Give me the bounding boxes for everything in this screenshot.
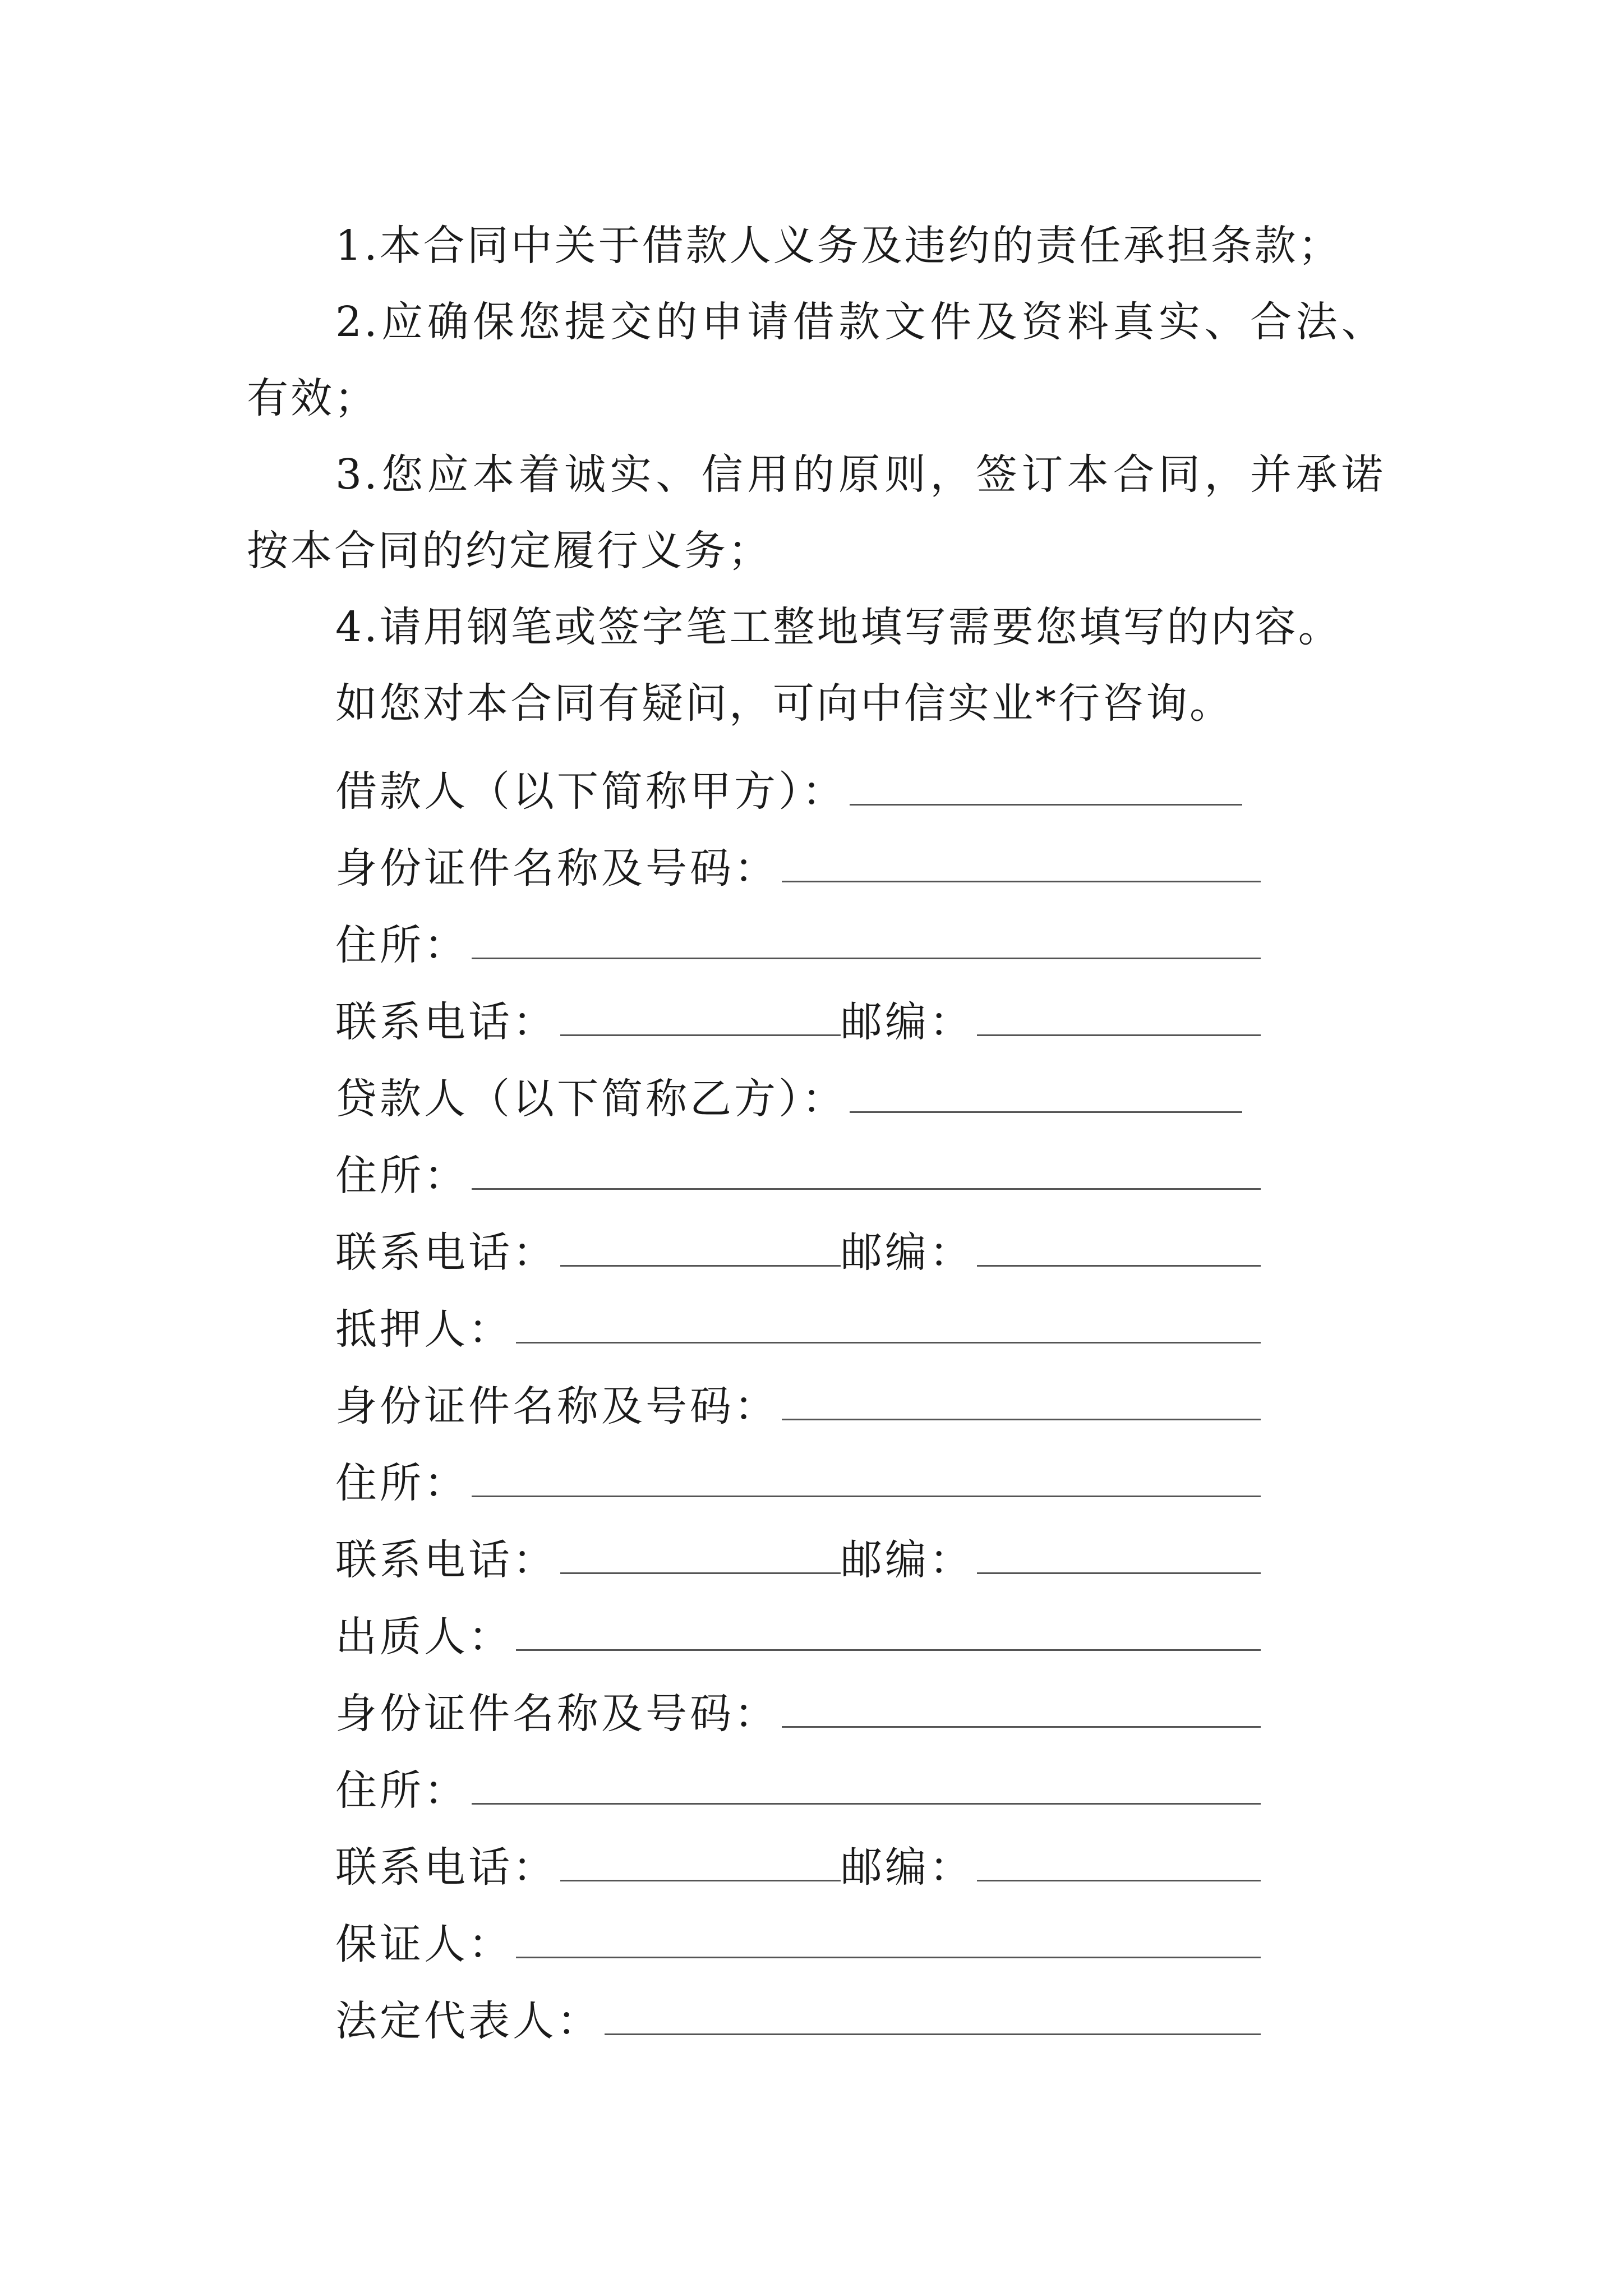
borrower-label: 借款人（以下简称甲方）：: [335, 767, 846, 816]
pledgor-field[interactable]: [516, 1616, 1261, 1651]
mortgagor-address-label: 住所：: [335, 1458, 468, 1507]
mortgagor-zip-label: 邮编：: [841, 1535, 974, 1584]
mortgagor-address-field[interactable]: [472, 1462, 1261, 1497]
borrower-row: [335, 749, 1261, 826]
lender-field[interactable]: [850, 1078, 1242, 1113]
lender-phone-field[interactable]: [560, 1231, 841, 1267]
pledgor-id-label: 身份证件名称及号码：: [335, 1689, 778, 1738]
mortgagor-field[interactable]: [516, 1308, 1261, 1343]
borrower-address-label: 住所：: [335, 921, 468, 969]
guarantor-field[interactable]: [516, 1923, 1261, 1958]
pledgor-row: [335, 1595, 1261, 1672]
lender-row: [335, 1057, 1261, 1134]
borrower-phone-label: 联系电话：: [335, 997, 557, 1046]
instruction-item-1: 1.本合同中关于借款人义务及违约的责任承担条款；: [335, 222, 1342, 270]
borrower-field[interactable]: [850, 770, 1242, 806]
pledgor-id-row: [335, 1672, 1261, 1749]
borrower-address-row: [335, 903, 1261, 980]
pledgor-zip-field[interactable]: [977, 1846, 1261, 1881]
instruction-item-3: 3.您应本着诚实、信用的原则，签订本合同，并承诺按本合同的约定履行义务；: [247, 450, 1385, 575]
lender-label: 贷款人（以下简称乙方）：: [335, 1074, 846, 1123]
mortgagor-phone-label: 联系电话：: [335, 1535, 557, 1584]
legal-rep-field[interactable]: [605, 2000, 1261, 2035]
instruction-item-4: 4.请用钢笔或签字笔工整地填写需要您填写的内容。: [335, 603, 1342, 651]
lender-zip-label: 邮编：: [841, 1228, 974, 1277]
mortgagor-address-row: [335, 1441, 1261, 1518]
borrower-zip-field[interactable]: [977, 1001, 1261, 1036]
parties-form: [335, 749, 1261, 2056]
instructions-section: [247, 208, 1385, 742]
lender-phone-label: 联系电话：: [335, 1228, 557, 1277]
borrower-id-row: [335, 826, 1261, 903]
mortgagor-row: [335, 1287, 1261, 1364]
mortgagor-contact-row: [335, 1518, 1261, 1595]
inquiry-note: 如您对本合同有疑问，可向中信实业*行咨询。: [335, 679, 1233, 728]
lender-address-field[interactable]: [472, 1154, 1261, 1190]
pledgor-address-field[interactable]: [472, 1769, 1261, 1805]
mortgagor-id-label: 身份证件名称及号码：: [335, 1382, 778, 1430]
pledgor-id-field[interactable]: [782, 1692, 1261, 1728]
mortgagor-id-row: [335, 1364, 1261, 1441]
borrower-phone-field[interactable]: [560, 1001, 841, 1036]
pledgor-label: 出质人：: [335, 1612, 513, 1661]
mortgagor-phone-field[interactable]: [560, 1539, 841, 1574]
borrower-id-field[interactable]: [782, 847, 1261, 882]
mortgagor-label: 抵押人：: [335, 1305, 513, 1354]
lender-zip-field[interactable]: [977, 1231, 1261, 1267]
lender-contact-row: [335, 1211, 1261, 1287]
pledgor-phone-field[interactable]: [560, 1846, 841, 1881]
guarantor-label: 保证人：: [335, 1920, 513, 1968]
legal-rep-row: [335, 1979, 1261, 2056]
borrower-id-label: 身份证件名称及号码：: [335, 844, 778, 892]
pledgor-zip-label: 邮编：: [841, 1843, 974, 1892]
pledgor-address-label: 住所：: [335, 1766, 468, 1815]
borrower-address-field[interactable]: [472, 924, 1261, 959]
borrower-contact-row: [335, 980, 1261, 1057]
borrower-zip-label: 邮编：: [841, 997, 974, 1046]
mortgagor-zip-field[interactable]: [977, 1539, 1261, 1574]
mortgagor-id-field[interactable]: [782, 1385, 1261, 1420]
guarantor-row: [335, 1902, 1261, 1979]
lender-address-label: 住所：: [335, 1151, 468, 1200]
legal-rep-label: 法定代表人：: [335, 1996, 601, 2045]
pledgor-contact-row: [335, 1825, 1261, 1902]
lender-address-row: [335, 1134, 1261, 1211]
instruction-item-2: 2.应确保您提交的申请借款文件及资料真实、合法、有效；: [247, 298, 1385, 422]
pledgor-address-row: [335, 1749, 1261, 1825]
pledgor-phone-label: 联系电话：: [335, 1843, 557, 1892]
